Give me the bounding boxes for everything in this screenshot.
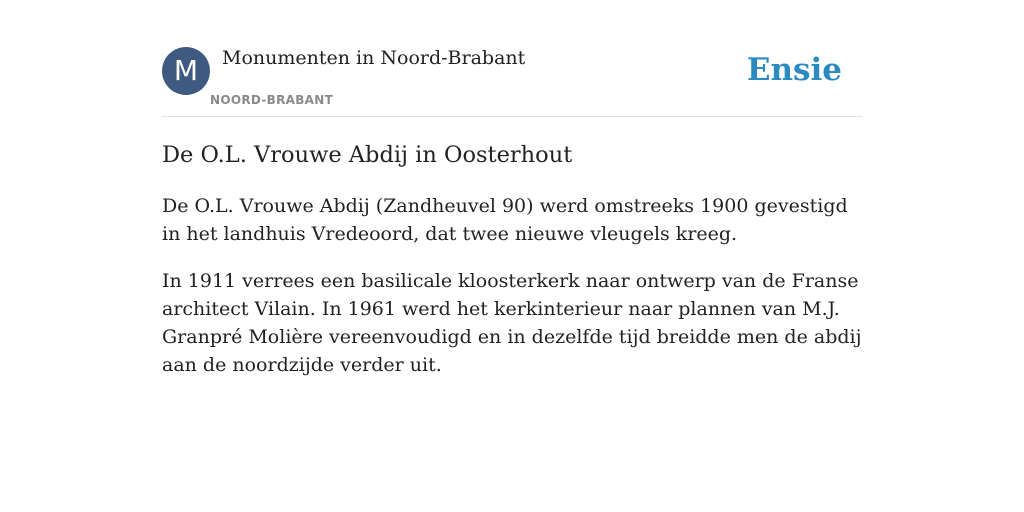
author-region: NOORD-BRABANT [210, 93, 334, 107]
brand-logo[interactable]: Ensie [746, 52, 842, 88]
avatar[interactable]: M [162, 47, 210, 95]
article-title: De O.L. Vrouwe Abdij in Oosterhout [162, 142, 573, 168]
author-name[interactable]: Monumenten in Noord-Brabant [222, 47, 526, 69]
author-header [162, 46, 862, 117]
article-paragraph-1: De O.L. Vrouwe Abdij (Zandheuvel 90) werd omstreeks 1900 gevestigd in het landhuis Vredeoord, dat twee nieuwe vleugels kreeg. [162, 195, 848, 245]
article-paragraph-2: In 1911 verrees een basilicale kloosterkerk naar ontwerp van de Franse architect Vilain. In 1961 werd het kerkinterieur naar plannen van M.J. Granpré Molière vereenvoudigd en in dezelfde tijd breidde men de abdij aan de noordzijde verder uit. [162, 270, 862, 376]
